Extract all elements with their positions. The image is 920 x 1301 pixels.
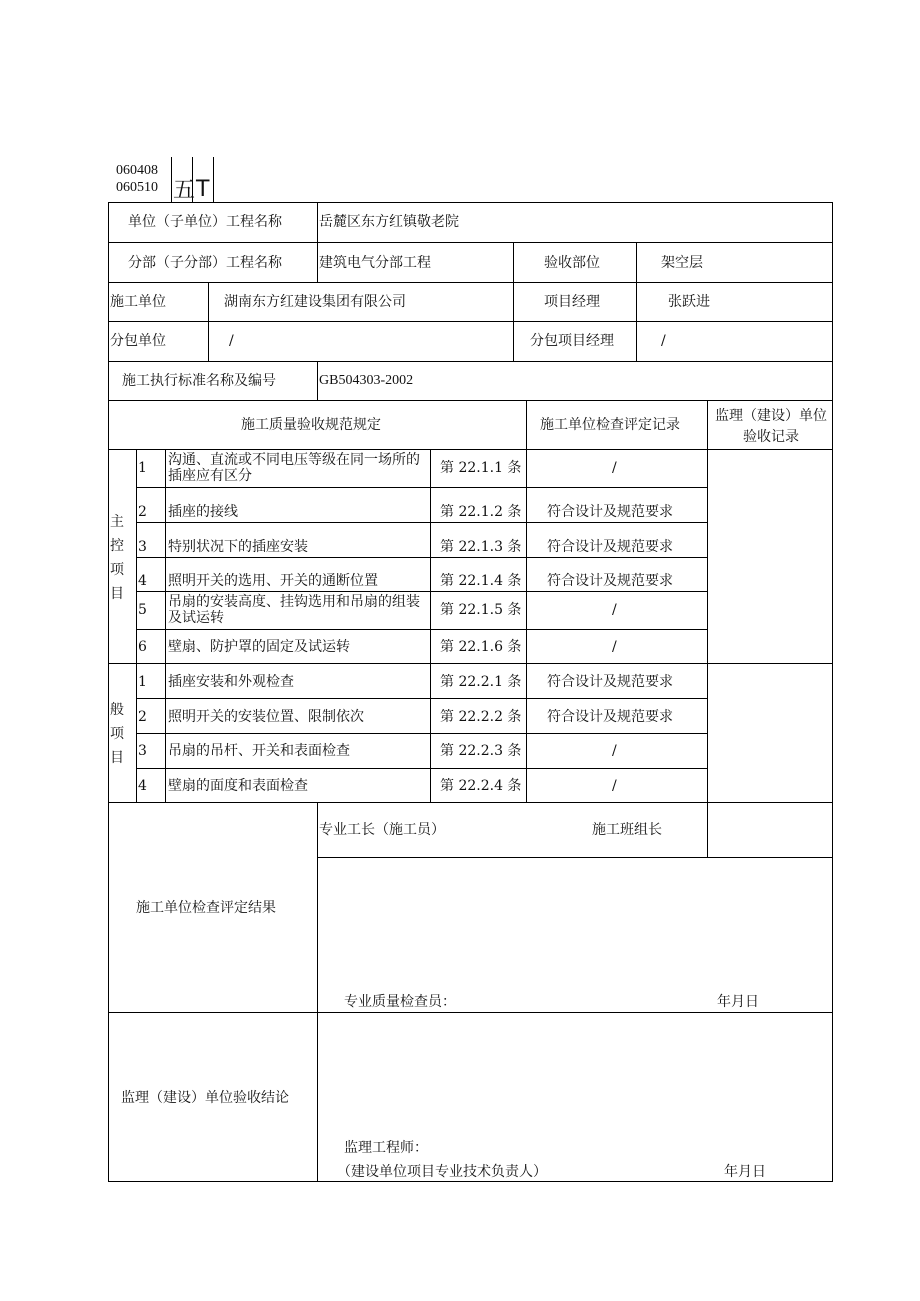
main-item-number: 2 bbox=[138, 504, 147, 520]
owner-technical-lead-label: （建设单位项目专业技术负责人） bbox=[337, 1164, 547, 1180]
subcontractor-value: / bbox=[229, 333, 234, 349]
main-item-number: 4 bbox=[138, 573, 147, 589]
main-item-result: 符合设计及规范要求 bbox=[547, 573, 673, 589]
doc-code-2: 060510 bbox=[116, 180, 158, 195]
supervisor-conclusion-label: 监理（建设）单位验收结论 bbox=[121, 1090, 289, 1106]
row-divider bbox=[108, 802, 833, 803]
col-divider bbox=[430, 449, 431, 802]
supervisor-date-label: 年月日 bbox=[724, 1164, 766, 1180]
col-divider bbox=[208, 282, 209, 361]
general-item-clause: 第 22.2.3 条 bbox=[440, 743, 522, 759]
main-item-clause: 第 22.1.6 条 bbox=[440, 639, 522, 655]
col-divider bbox=[707, 802, 708, 857]
supervising-engineer-label: 监理工程师： bbox=[344, 1140, 428, 1156]
general-item-result: / bbox=[612, 778, 617, 794]
row-divider bbox=[108, 663, 833, 664]
main-item-result: / bbox=[612, 460, 617, 476]
main-item-number: 3 bbox=[138, 539, 147, 555]
main-item-number: 5 bbox=[138, 602, 147, 618]
main-item-description: 吊扇的安装高度、挂钩选用和吊扇的组装及试运转 bbox=[168, 594, 420, 626]
main-item-result: 符合设计及规范要求 bbox=[547, 539, 673, 555]
general-item-number: 3 bbox=[138, 743, 147, 759]
division-name-value: 建筑电气分部工程 bbox=[319, 255, 431, 271]
row-divider bbox=[108, 321, 833, 322]
row-divider bbox=[108, 282, 833, 283]
acceptance-part-label: 验收部位 bbox=[544, 255, 600, 271]
main-item-clause: 第 22.1.4 条 bbox=[440, 573, 522, 589]
inspection-form-table bbox=[108, 202, 833, 1182]
stub-line-1 bbox=[171, 157, 172, 202]
doc-code-1: 060408 bbox=[116, 163, 158, 178]
main-item-number: 1 bbox=[138, 460, 147, 476]
col-divider bbox=[513, 242, 514, 361]
main-item-number: 6 bbox=[138, 639, 147, 655]
quality-inspector-label: 专业质量检查员： bbox=[344, 994, 456, 1010]
col-divider bbox=[317, 361, 318, 400]
general-item-clause: 第 22.2.2 条 bbox=[440, 709, 522, 725]
row-divider bbox=[108, 1012, 833, 1013]
row-divider bbox=[108, 400, 833, 401]
main-item-clause: 第 22.1.5 条 bbox=[440, 602, 522, 618]
general-item-clause: 第 22.2.1 条 bbox=[440, 674, 522, 690]
main-items-group-label: 主控项目 bbox=[110, 514, 124, 602]
item-divider bbox=[136, 629, 707, 630]
main-item-clause: 第 22.1.1 条 bbox=[440, 460, 522, 476]
contractor-result-label: 施工单位检查评定结果 bbox=[136, 900, 276, 916]
project-manager-label: 项目经理 bbox=[544, 294, 600, 310]
contractor-record-header: 施工单位检查评定记录 bbox=[540, 417, 680, 433]
item-divider bbox=[136, 768, 707, 769]
row-divider bbox=[108, 361, 833, 362]
subcontractor-label: 分包单位 bbox=[110, 333, 166, 349]
sub-project-manager-label: 分包项目经理 bbox=[530, 333, 614, 349]
general-item-description: 吊扇的吊杆、开关和表面检查 bbox=[168, 743, 350, 759]
division-name-label: 分部（子分部）工程名称 bbox=[128, 255, 282, 271]
item-divider bbox=[136, 522, 707, 523]
document-codes bbox=[116, 162, 158, 196]
general-items-group-label: 般项目 bbox=[110, 702, 124, 766]
col-divider bbox=[165, 449, 166, 802]
general-item-description: 插座安装和外观检查 bbox=[168, 674, 294, 690]
main-item-clause: 第 22.1.3 条 bbox=[440, 539, 522, 555]
stub-glyph-2: T bbox=[196, 177, 210, 202]
main-item-result: / bbox=[612, 602, 617, 618]
item-divider bbox=[136, 487, 707, 488]
supervisor-record-header: 监理（建设）单位验收记录 bbox=[715, 408, 827, 445]
main-item-result: 符合设计及规范要求 bbox=[547, 504, 673, 520]
stub-line-3 bbox=[213, 157, 214, 202]
main-item-description: 特别状况下的插座安装 bbox=[168, 539, 308, 555]
stub-glyph-1: 五 bbox=[173, 178, 196, 203]
col-divider bbox=[317, 202, 318, 282]
sub-project-manager-value: / bbox=[661, 333, 666, 349]
general-item-description: 照明开关的安装位置、限制依次 bbox=[168, 709, 364, 725]
main-item-description: 插座的接线 bbox=[168, 504, 238, 520]
contractor-label: 施工单位 bbox=[110, 294, 166, 310]
general-item-number: 2 bbox=[138, 709, 147, 725]
general-item-number: 1 bbox=[138, 674, 147, 690]
main-item-description: 沟通、直流或不同电压等级在同一场所的插座应有区分 bbox=[168, 452, 420, 484]
main-item-description: 照明开关的选用、开关的通断位置 bbox=[168, 573, 378, 589]
standard-label: 施工执行标准名称及编号 bbox=[122, 373, 276, 389]
col-divider bbox=[136, 449, 137, 802]
standard-value: GB504303-2002 bbox=[319, 373, 414, 388]
col-divider bbox=[707, 400, 708, 802]
general-item-result: 符合设计及规范要求 bbox=[547, 709, 673, 725]
general-item-clause: 第 22.2.4 条 bbox=[440, 778, 522, 794]
row-divider bbox=[108, 449, 833, 450]
main-item-result: / bbox=[612, 639, 617, 655]
signature-divider bbox=[317, 857, 833, 858]
main-item-description: 壁扇、防护罩的固定及试运转 bbox=[168, 639, 350, 655]
project-name-label: 单位（子单位）工程名称 bbox=[128, 214, 282, 230]
item-divider bbox=[136, 591, 707, 592]
item-divider bbox=[136, 698, 707, 699]
col-divider bbox=[526, 400, 527, 449]
project-name-value: 岳麓区东方红镇敬老院 bbox=[319, 214, 459, 230]
general-item-number: 4 bbox=[138, 778, 147, 794]
item-divider bbox=[136, 557, 707, 558]
contractor-value: 湖南东方红建设集团有限公司 bbox=[224, 294, 406, 310]
acceptance-part-value: 架空层 bbox=[661, 255, 703, 271]
main-item-clause: 第 22.1.2 条 bbox=[440, 504, 522, 520]
project-manager-value: 张跃进 bbox=[668, 294, 710, 310]
general-item-description: 壁扇的面度和表面检查 bbox=[168, 778, 308, 794]
general-item-result: / bbox=[612, 743, 617, 759]
contractor-date-label: 年月日 bbox=[717, 994, 759, 1010]
team-leader-label: 施工班组长 bbox=[592, 822, 662, 838]
foreman-label: 专业工长（施工员） bbox=[319, 822, 445, 838]
col-divider bbox=[526, 449, 527, 802]
col-divider bbox=[636, 242, 637, 361]
row-divider bbox=[108, 242, 833, 243]
general-item-result: 符合设计及规范要求 bbox=[547, 674, 673, 690]
spec-column-header: 施工质量验收规范规定 bbox=[241, 417, 381, 433]
item-divider bbox=[136, 733, 707, 734]
col-divider bbox=[317, 802, 318, 1182]
